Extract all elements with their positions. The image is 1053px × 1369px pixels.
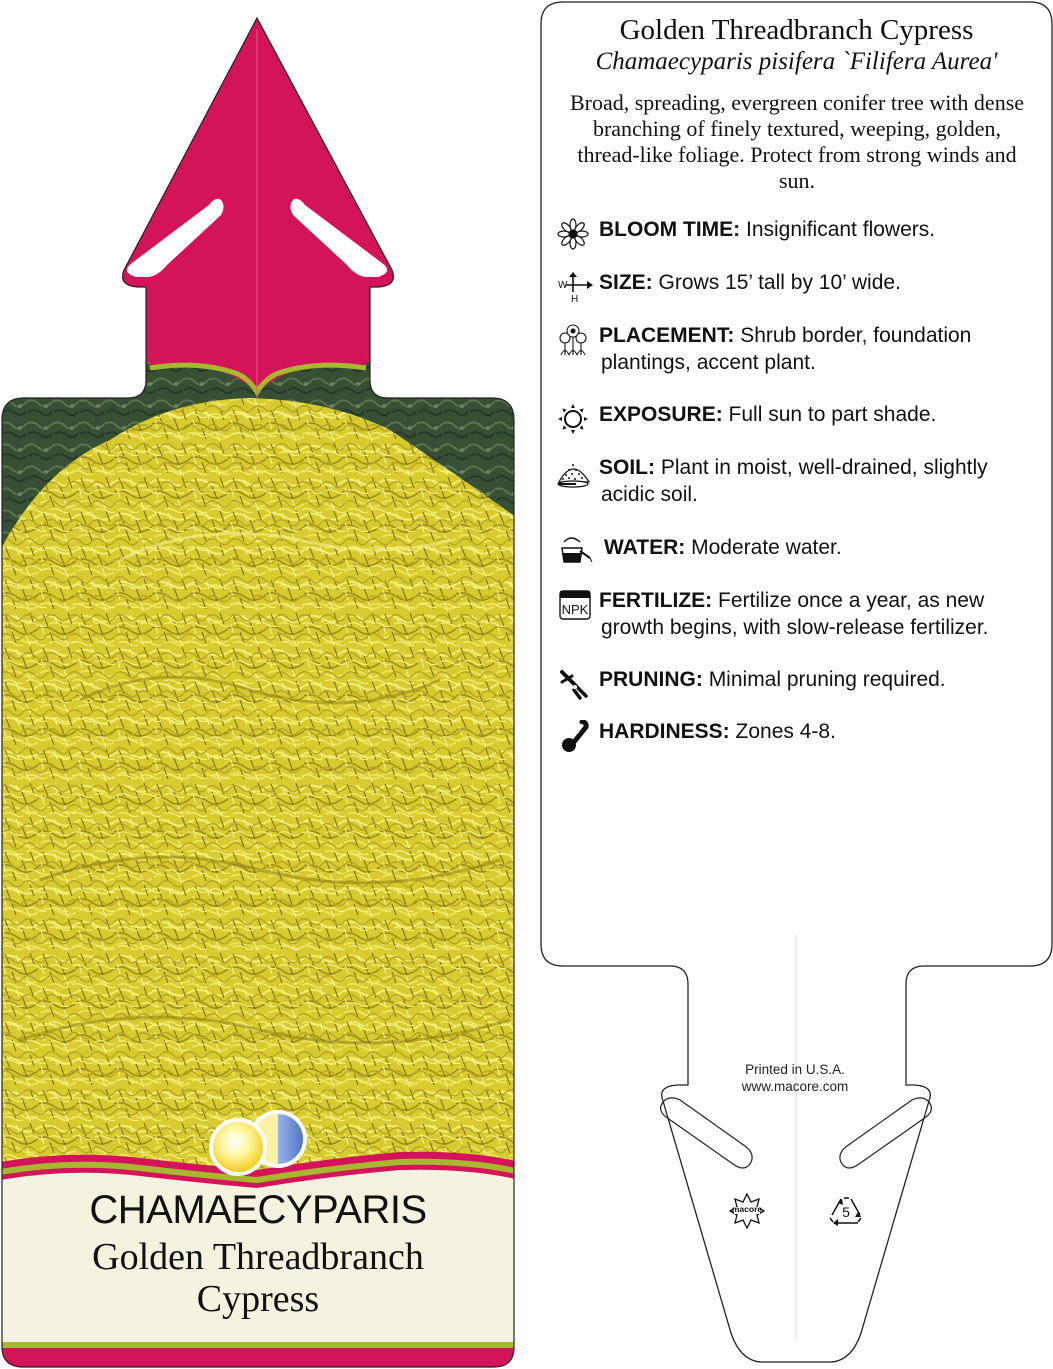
watering-can-icon [556,536,594,568]
water-value: Moderate water. [691,536,842,559]
soil-value-cont: acidic soil. [601,483,698,506]
bloom-time-label: BLOOM TIME: [599,218,741,241]
sun-icon [556,403,594,435]
soil-icon [556,456,594,488]
common-name [2,1236,514,1320]
printer-info [700,1061,890,1095]
care-item-placement [556,322,1046,376]
fertilize-value: Fertilize once a year, as new [718,589,985,612]
fertilizer-icon-text: NPK [561,602,589,617]
care-item-size [556,269,1046,303]
care-item-bloom-time [556,216,1046,243]
bloom-time-value: Insignificant flowers. [746,218,936,241]
exposure-label: EXPOSURE: [599,403,723,426]
exposure-value: Full sun to part shade. [728,403,937,426]
botanical-name: Chamaecyparis pisifera `Filifera Aurea' [595,48,998,75]
size-icon [556,271,594,303]
hardiness-label: HARDINESS: [599,720,730,743]
genus-name: CHAMAECYPARIS [89,1188,427,1232]
recycle-code: 5 [842,1204,850,1220]
exposure-icons [211,1112,305,1174]
arrow-header [0,0,520,392]
hardiness-value: Zones 4-8. [735,720,836,743]
thermometer-icon [556,720,594,752]
pruning-value: Minimal pruning required. [708,668,946,691]
pruning-label: PRUNING: [599,668,703,691]
macore-logo-text: macore [731,1204,763,1214]
fertilizer-icon [556,589,594,621]
soil-label: SOIL: [599,456,655,479]
back-title: Golden Threadbranch Cypress [619,14,974,46]
flower-icon [556,218,594,250]
website-link[interactable]: www.macore.com [741,1079,849,1094]
full-sun-icon [211,1120,265,1174]
size-value: Grows 15’ tall by 10’ wide. [658,271,901,294]
care-item-water [556,534,1046,561]
fertilize-value-cont: growth begins, with slow-release fertilizer. [601,616,989,639]
printed-in: Printed in U.S.A. [745,1062,845,1077]
fertilize-label: FERTILIZE: [599,589,713,612]
placement-icon [556,324,594,356]
size-icon-h: H [571,294,579,303]
soil-value: Plant in moist, well-drained, slightly [660,456,988,479]
placement-value: Shrub border, foundation [740,324,972,347]
care-item-pruning [556,666,1046,693]
common-name-line-2: Cypress [196,1278,320,1320]
common-name-line-1: Golden Threadbranch [92,1236,424,1278]
size-label: SIZE: [599,271,653,294]
care-item-fertilize [556,587,1046,641]
care-item-exposure [556,401,1046,428]
pruners-icon [556,668,594,700]
care-item-hardiness [556,718,1046,745]
size-icon-w: W [558,280,568,291]
placement-label: PLACEMENT: [599,324,735,347]
care-item-soil [556,454,1046,508]
placement-value-cont: plantings, accent plant. [601,351,816,374]
plant-description: Broad, spreading, evergreen conifer tree with dense branching of finely textured, weeping, golden, thread-like foliage. Protect from strong winds and sun. [569,90,1025,193]
water-label: WATER: [604,536,686,559]
